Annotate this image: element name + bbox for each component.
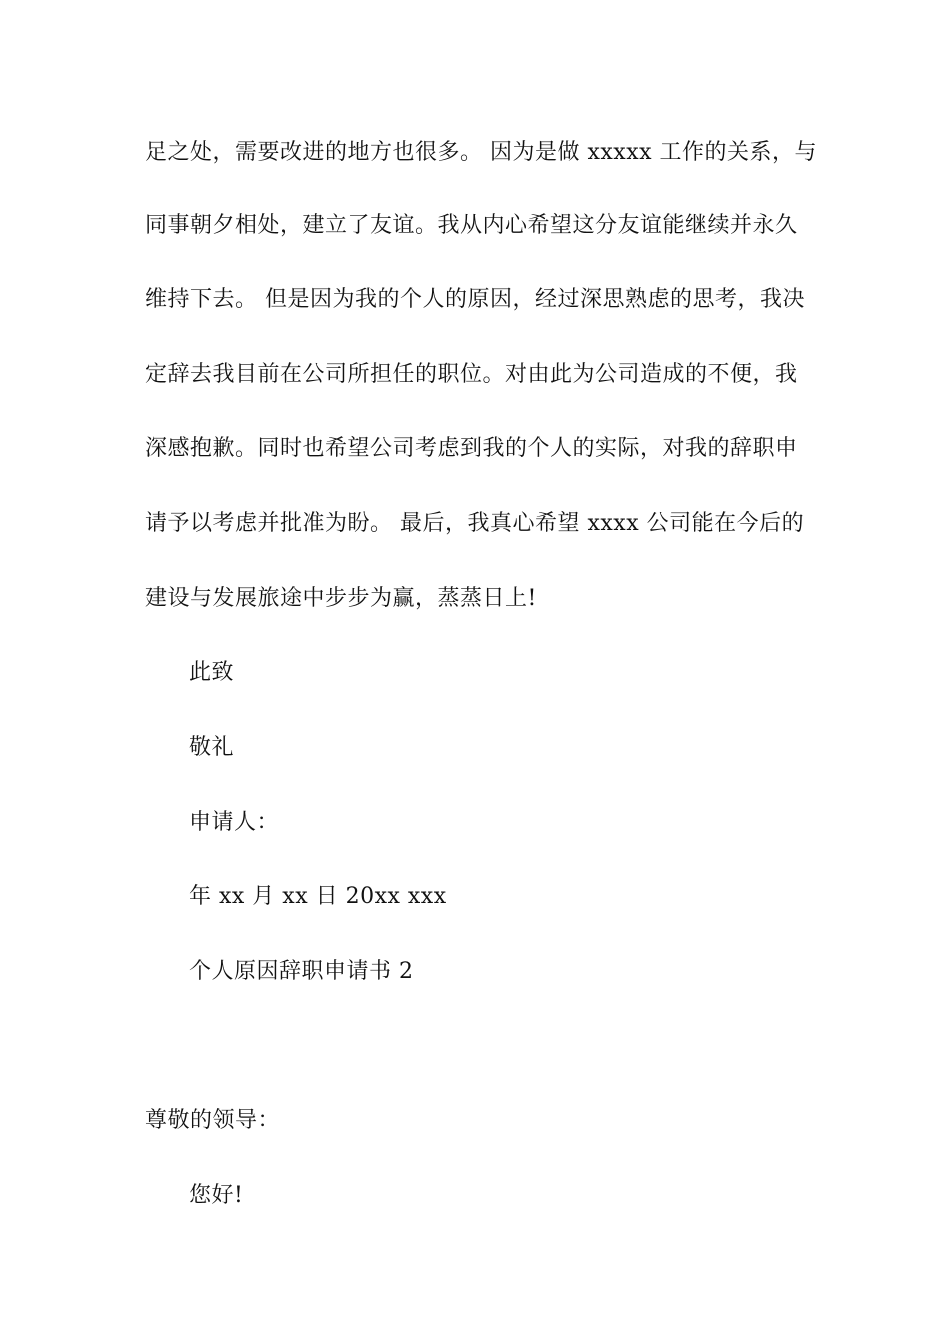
section-title: 个人原因辞职申请书 2 [189,959,414,984]
body-line: 深感抱歉。同时也希望公司考虑到我的个人的实际，对我的辞职申 [145,436,798,461]
body-line: 足之处，需要改进的地方也很多。 因为是做 xxxxx 工作的关系，与 [145,140,818,165]
body-line: 同事朝夕相处，建立了友谊。我从内心希望这分友谊能继续并永久 [145,213,798,238]
closing-text: 此致 [189,660,235,685]
body-line: 建设与发展旅途中步步为赢，蒸蒸日上! [145,586,537,611]
applicant-label: 申请人： [189,810,280,835]
salute-text: 敬礼 [189,735,235,760]
body-line: 维持下去。 但是因为我的个人的原因，经过深思熟虑的思考，我决 [145,287,805,312]
greeting-text: 您好! [189,1183,244,1208]
recipient-greeting: 尊敬的领导： [145,1108,281,1133]
body-line: 定辞去我目前在公司所担任的职位。对由此为公司造成的不便，我 [145,362,798,387]
body-line: 请予以考虑并批准为盼。 最后，我真心希望 xxxx 公司能在今后的 [145,511,805,536]
date-line: 年 xx 月 xx 日 20xx xxx [189,884,447,909]
